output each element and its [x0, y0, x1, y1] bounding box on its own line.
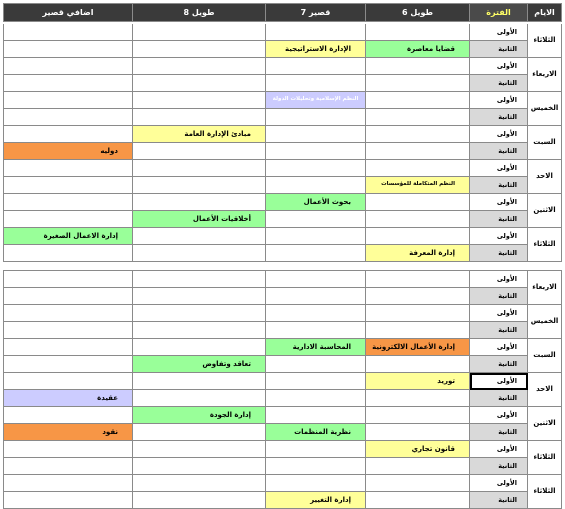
period-first: الأولى	[470, 160, 528, 177]
empty-cell[interactable]	[366, 24, 470, 41]
header-short-7: قصير 7	[266, 3, 366, 22]
empty-cell[interactable]	[133, 339, 266, 356]
empty-cell[interactable]	[366, 305, 470, 322]
header-days: الايام	[528, 3, 562, 22]
empty-cell[interactable]	[366, 458, 470, 475]
period-first: الأولى	[470, 58, 528, 75]
course-cell[interactable]: المحاسبة الادارية	[266, 339, 366, 356]
empty-cell[interactable]	[3, 92, 133, 109]
empty-cell[interactable]	[133, 41, 266, 58]
empty-cell[interactable]	[133, 441, 266, 458]
course-cell[interactable]: نقود	[3, 424, 133, 441]
period-first: الأولى	[470, 373, 528, 390]
empty-cell[interactable]	[366, 475, 470, 492]
empty-cell[interactable]	[266, 356, 366, 373]
period-second: الثانية	[470, 245, 528, 262]
period-second: الثانية	[470, 390, 528, 407]
empty-cell[interactable]	[266, 211, 366, 228]
day-label: الاربعاء	[528, 271, 562, 305]
course-cell[interactable]: توريد	[366, 373, 470, 390]
header-long-8: طويل 8	[133, 3, 266, 22]
empty-cell[interactable]	[133, 458, 266, 475]
empty-cell[interactable]	[3, 441, 133, 458]
course-cell[interactable]: إدارة التغيير	[266, 492, 366, 509]
empty-cell[interactable]	[266, 24, 366, 41]
empty-cell[interactable]	[133, 492, 266, 509]
day-label: الخميس	[528, 92, 562, 126]
header-long-6: طويل 6	[366, 3, 470, 22]
empty-cell[interactable]	[133, 245, 266, 262]
day-label: الخميس	[528, 305, 562, 339]
course-cell[interactable]: النظم المتكاملة للمؤسسات	[366, 177, 470, 194]
empty-cell[interactable]	[3, 492, 133, 509]
empty-cell[interactable]	[3, 126, 133, 143]
empty-cell[interactable]	[266, 458, 366, 475]
period-first: الأولى	[470, 228, 528, 245]
empty-cell[interactable]	[3, 458, 133, 475]
period-second: الثانية	[470, 492, 528, 509]
empty-cell[interactable]	[133, 75, 266, 92]
period-first: الأولى	[470, 92, 528, 109]
empty-cell[interactable]	[133, 177, 266, 194]
empty-cell[interactable]	[366, 492, 470, 509]
empty-cell[interactable]	[266, 271, 366, 288]
period-second: الثانية	[470, 458, 528, 475]
period-second: الثانية	[470, 109, 528, 126]
day-label: الثلاثاء	[528, 475, 562, 509]
empty-cell[interactable]	[133, 424, 266, 441]
empty-cell[interactable]	[3, 475, 133, 492]
empty-cell[interactable]	[133, 322, 266, 339]
empty-cell[interactable]	[3, 271, 133, 288]
empty-cell[interactable]	[366, 160, 470, 177]
empty-cell[interactable]	[266, 160, 366, 177]
empty-cell[interactable]	[133, 288, 266, 305]
empty-cell[interactable]	[266, 143, 366, 160]
period-second: الثانية	[470, 211, 528, 228]
day-label: الثلاثاء	[528, 24, 562, 58]
day-label: الاحد	[528, 373, 562, 407]
empty-cell[interactable]	[366, 407, 470, 424]
empty-cell[interactable]	[3, 211, 133, 228]
empty-cell[interactable]	[3, 288, 133, 305]
course-cell[interactable]: تعاقد وتفاوض	[133, 356, 266, 373]
empty-cell[interactable]	[366, 143, 470, 160]
period-first: الأولى	[470, 194, 528, 211]
course-cell[interactable]: بحوث الأعمال	[266, 194, 366, 211]
period-first: الأولى	[470, 271, 528, 288]
course-cell[interactable]: إدارة الاعمال الصغيرة	[3, 228, 133, 245]
period-second: الثانية	[470, 424, 528, 441]
empty-cell[interactable]	[133, 475, 266, 492]
period-second: الثانية	[470, 356, 528, 373]
empty-cell[interactable]	[266, 75, 366, 92]
course-cell[interactable]: دوليه	[3, 143, 133, 160]
empty-cell[interactable]	[3, 339, 133, 356]
period-first: الأولى	[470, 305, 528, 322]
empty-cell[interactable]	[133, 24, 266, 41]
empty-cell[interactable]	[133, 160, 266, 177]
period-second: الثانية	[470, 143, 528, 160]
period-second: الثانية	[470, 177, 528, 194]
empty-cell[interactable]	[366, 75, 470, 92]
period-second: الثانية	[470, 75, 528, 92]
empty-cell[interactable]	[3, 322, 133, 339]
day-label: السبت	[528, 126, 562, 160]
empty-cell[interactable]	[133, 143, 266, 160]
course-cell[interactable]: الإدارة الاستراتيجية	[266, 41, 366, 58]
empty-cell[interactable]	[3, 305, 133, 322]
empty-cell[interactable]	[366, 322, 470, 339]
period-first: الأولى	[470, 441, 528, 458]
empty-cell[interactable]	[366, 126, 470, 143]
empty-cell[interactable]	[3, 407, 133, 424]
course-cell[interactable]: إدارة الأعمال الالكترونية	[366, 339, 470, 356]
course-cell[interactable]: عقيدة	[3, 390, 133, 407]
empty-cell[interactable]	[266, 109, 366, 126]
empty-cell[interactable]	[133, 109, 266, 126]
empty-cell[interactable]	[133, 194, 266, 211]
period-first: الأولى	[470, 24, 528, 41]
empty-cell[interactable]	[133, 92, 266, 109]
course-cell[interactable]: أخلاقيات الأعمال	[133, 211, 266, 228]
empty-cell[interactable]	[3, 109, 133, 126]
empty-cell[interactable]	[266, 177, 366, 194]
empty-cell[interactable]	[3, 58, 133, 75]
empty-cell[interactable]	[266, 245, 366, 262]
empty-cell[interactable]	[3, 177, 133, 194]
day-label: الاحد	[528, 160, 562, 194]
header-extra-short: اضافي قصير	[3, 3, 133, 22]
empty-cell[interactable]	[3, 41, 133, 58]
empty-cell[interactable]	[366, 92, 470, 109]
empty-cell[interactable]	[133, 390, 266, 407]
selected-cell-outline	[470, 373, 528, 390]
empty-cell[interactable]	[3, 194, 133, 211]
period-first: الأولى	[470, 407, 528, 424]
empty-cell[interactable]	[266, 390, 366, 407]
empty-cell[interactable]	[366, 228, 470, 245]
course-cell[interactable]: مبادئ الإدارة العامة	[133, 126, 266, 143]
empty-cell[interactable]	[133, 305, 266, 322]
course-cell[interactable]: نظرية المنظمات	[266, 424, 366, 441]
empty-cell[interactable]	[133, 373, 266, 390]
course-cell[interactable]: قضايا معاصرة	[366, 41, 470, 58]
header-period: الفترة	[470, 3, 528, 22]
empty-cell[interactable]	[366, 58, 470, 75]
period-second: الثانية	[470, 41, 528, 58]
empty-cell[interactable]	[366, 356, 470, 373]
day-label: الاربعاء	[528, 58, 562, 92]
empty-cell[interactable]	[266, 407, 366, 424]
empty-cell[interactable]	[266, 373, 366, 390]
empty-cell[interactable]	[266, 475, 366, 492]
empty-cell[interactable]	[266, 58, 366, 75]
course-cell[interactable]: إدارة المعرفة	[366, 245, 470, 262]
empty-cell[interactable]	[366, 271, 470, 288]
course-cell[interactable]: قانون تجاري	[366, 441, 470, 458]
period-second: الثانية	[470, 288, 528, 305]
period-first: الأولى	[470, 339, 528, 356]
empty-cell[interactable]	[3, 75, 133, 92]
empty-cell[interactable]	[366, 194, 470, 211]
day-label: الثلاثاء	[528, 441, 562, 475]
empty-cell[interactable]	[266, 126, 366, 143]
empty-cell[interactable]	[3, 160, 133, 177]
empty-cell[interactable]	[266, 305, 366, 322]
empty-cell[interactable]	[266, 228, 366, 245]
empty-cell[interactable]	[3, 245, 133, 262]
empty-cell[interactable]	[3, 24, 133, 41]
empty-cell[interactable]	[366, 288, 470, 305]
period-first: الأولى	[470, 475, 528, 492]
empty-cell[interactable]	[266, 288, 366, 305]
period-first: الأولى	[470, 126, 528, 143]
empty-cell[interactable]	[366, 211, 470, 228]
empty-cell[interactable]	[133, 58, 266, 75]
empty-cell[interactable]	[366, 390, 470, 407]
course-cell[interactable]: النظم الإسلامية وتحليلات الدولة	[266, 92, 366, 109]
day-label: الاثنين	[528, 407, 562, 441]
day-label: الثلاثاء	[528, 228, 562, 262]
empty-cell[interactable]	[266, 441, 366, 458]
empty-cell[interactable]	[366, 424, 470, 441]
empty-cell[interactable]	[3, 356, 133, 373]
empty-cell[interactable]	[133, 271, 266, 288]
day-label: الاثنين	[528, 194, 562, 228]
empty-cell[interactable]	[266, 322, 366, 339]
empty-cell[interactable]	[366, 109, 470, 126]
day-label: السبت	[528, 339, 562, 373]
period-second: الثانية	[470, 322, 528, 339]
course-cell[interactable]: إدارة الجودة	[133, 407, 266, 424]
empty-cell[interactable]	[133, 228, 266, 245]
empty-cell[interactable]	[3, 373, 133, 390]
